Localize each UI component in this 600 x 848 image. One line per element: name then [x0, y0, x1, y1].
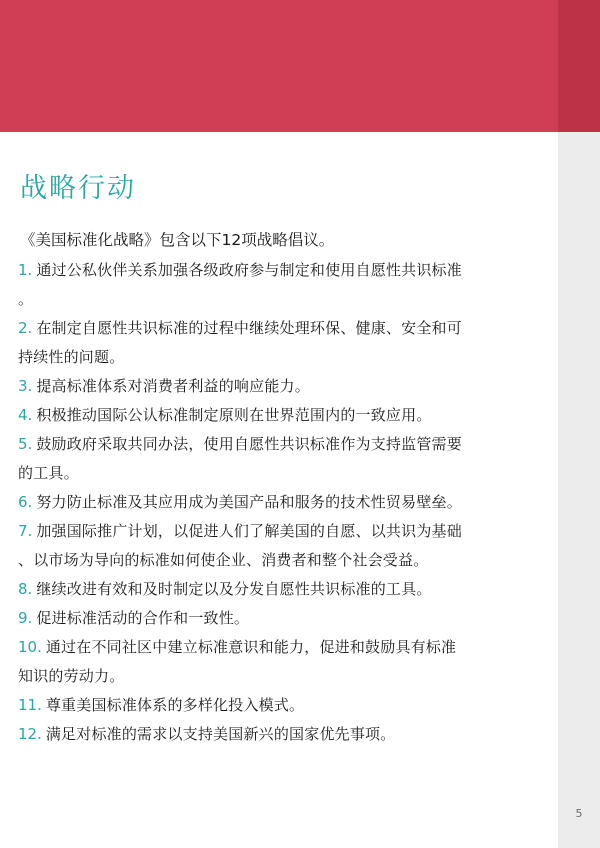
page-title: 战略行动 — [20, 173, 136, 204]
item-text: 提高标准体系对消费者利益的响应能力。 — [36, 377, 310, 395]
list-item — [18, 314, 552, 343]
list-item — [18, 401, 552, 430]
item-text: 加强国际推广计划，以促进人们了解美国的自愿、以共识为基础 — [36, 522, 462, 540]
item-text: 通过公私伙伴关系加强各级政府参与制定和使用自愿性共识标准 — [36, 261, 462, 279]
item-number: 8. — [18, 580, 33, 598]
item-number: 6. — [18, 493, 33, 511]
item-text: 继续改进有效和及时制定以及分发自愿性共识标准的工具。 — [36, 580, 432, 598]
item-text: 通过在不同社区中建立标准意识和能力，促进和鼓励具有标准 — [45, 638, 457, 656]
item-text: 促进标准活动的合作和一致性。 — [36, 609, 250, 627]
item-number: 5. — [18, 435, 33, 453]
list-item — [18, 488, 552, 517]
list-item — [18, 459, 552, 488]
item-text: 。 — [18, 290, 34, 308]
item-number: 12. — [18, 725, 42, 743]
item-number: 2. — [18, 319, 33, 337]
item-text: 鼓励政府采取共同办法，使用自愿性共识标准作为支持监管需要 — [36, 435, 462, 453]
item-number: 4. — [18, 406, 33, 424]
item-text: 努力防止标准及其应用成为美国产品和服务的技术性贸易壁垒。 — [36, 493, 462, 511]
list-item — [18, 662, 552, 691]
list-item — [18, 285, 552, 314]
list-item — [18, 517, 552, 546]
list-item — [18, 691, 552, 720]
item-text: 的工具。 — [18, 464, 79, 482]
list-item — [18, 720, 552, 749]
item-text: 、以市场为导向的标准如何使企业、消费者和整个社会受益。 — [18, 551, 429, 569]
item-number: 9. — [18, 609, 33, 627]
header-accent — [558, 0, 600, 132]
list-item — [18, 633, 552, 662]
initiative-list — [18, 256, 552, 749]
side-strip — [558, 132, 600, 848]
item-number: 11. — [18, 696, 42, 714]
item-text: 知识的劳动力。 — [18, 667, 125, 685]
list-item — [18, 256, 552, 285]
header-band — [0, 0, 558, 132]
item-number: 3. — [18, 377, 33, 395]
page-number: 5 — [575, 807, 583, 820]
item-text: 满足对标准的需求以支持美国新兴的国家优先事项。 — [45, 725, 396, 743]
item-number: 7. — [18, 522, 33, 540]
item-text: 积极推动国际公认标准制定原则在世界范围内的一致应用。 — [36, 406, 432, 424]
item-number: 1. — [18, 261, 33, 279]
list-item — [18, 546, 552, 575]
item-text: 尊重美国标准体系的多样化投入模式。 — [45, 696, 305, 714]
list-item — [18, 604, 552, 633]
list-item — [18, 372, 552, 401]
list-item — [18, 343, 552, 372]
item-text: 在制定自愿性共识标准的过程中继续处理环保、健康、安全和可 — [36, 319, 462, 337]
list-item — [18, 430, 552, 459]
item-text: 持续性的问题。 — [18, 348, 125, 366]
item-number: 10. — [18, 638, 42, 656]
intro-text: 《美国标准化战略》包含以下12项战略倡议。 — [20, 231, 335, 249]
list-item — [18, 575, 552, 604]
